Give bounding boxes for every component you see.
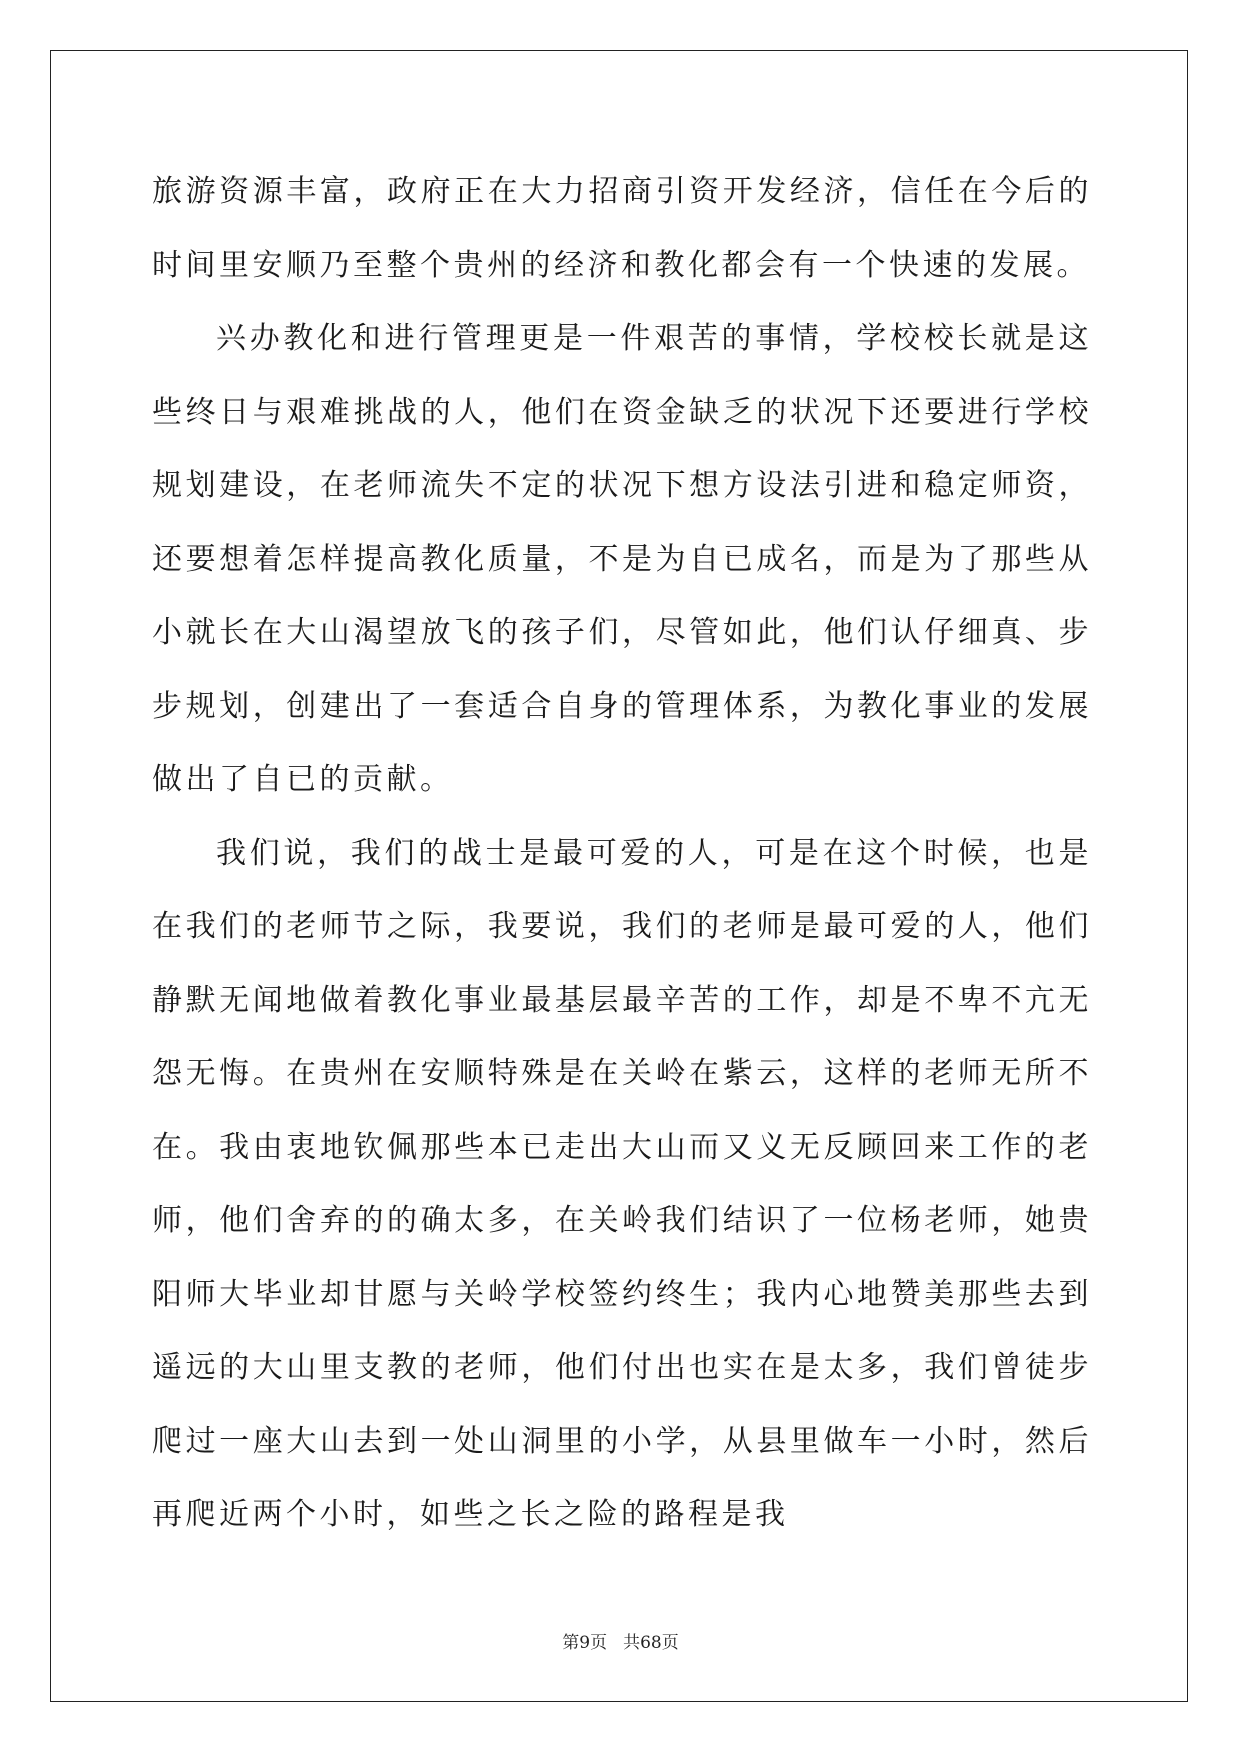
paragraph-1: 旅游资源丰富，政府正在大力招商引资开发经济，信任在今后的时间里安顺乃至整个贵州的经济和教化都会有一个快速的发展。 <box>152 174 1092 283</box>
page-total: 共68页 <box>623 1633 679 1653</box>
paragraph-3: 我们说，我们的战士是最可爱的人，可是在这个时候，也是在我们的老师节之际，我要说，我们的老师是最可爱的人，他们静默无闻地做着教化事业最基层最辛苦的工作，却是不卑不亢无怨无悔。在贵州在安顺特殊是在关岭在紫云，这样的老师无所不在。我由衷地钦佩那些本已走出大山而又义无反顾回来工作的老师，他们舍弃的的确太多，在关岭我们结识了一位杨老师，她贵阳师大毕业却甘愿与关岭学校签约终生；我内心地赞美那些去到遥远的大山里支教的老师，他们付出也实在是太多，我们曾徒步爬过一座大山去到一处山洞里的小学，从县里做车一小时，然后再爬近两个小时，如些之长之险的路程是我 <box>152 835 1092 1532</box>
paragraph-2: 兴办教化和进行管理更是一件艰苦的事情，学校校长就是这些终日与艰难挑战的人，他们在资金缺乏的状况下还要进行学校规划建设，在老师流失不定的状况下想方设法引进和稳定师资，还要想着怎样提高教化质量，不是为自已成名，而是为了那些从小就长在大山渴望放飞的孩子们，尽管如此，他们认仔细真、步步规划，创建出了一套适合自身的管理体系，为教化事业的发展做出了自已的贡献。 <box>152 321 1092 797</box>
page-number: 第9页 <box>562 1633 608 1653</box>
page-footer <box>0 1628 1241 1653</box>
document-body <box>152 155 1092 1552</box>
